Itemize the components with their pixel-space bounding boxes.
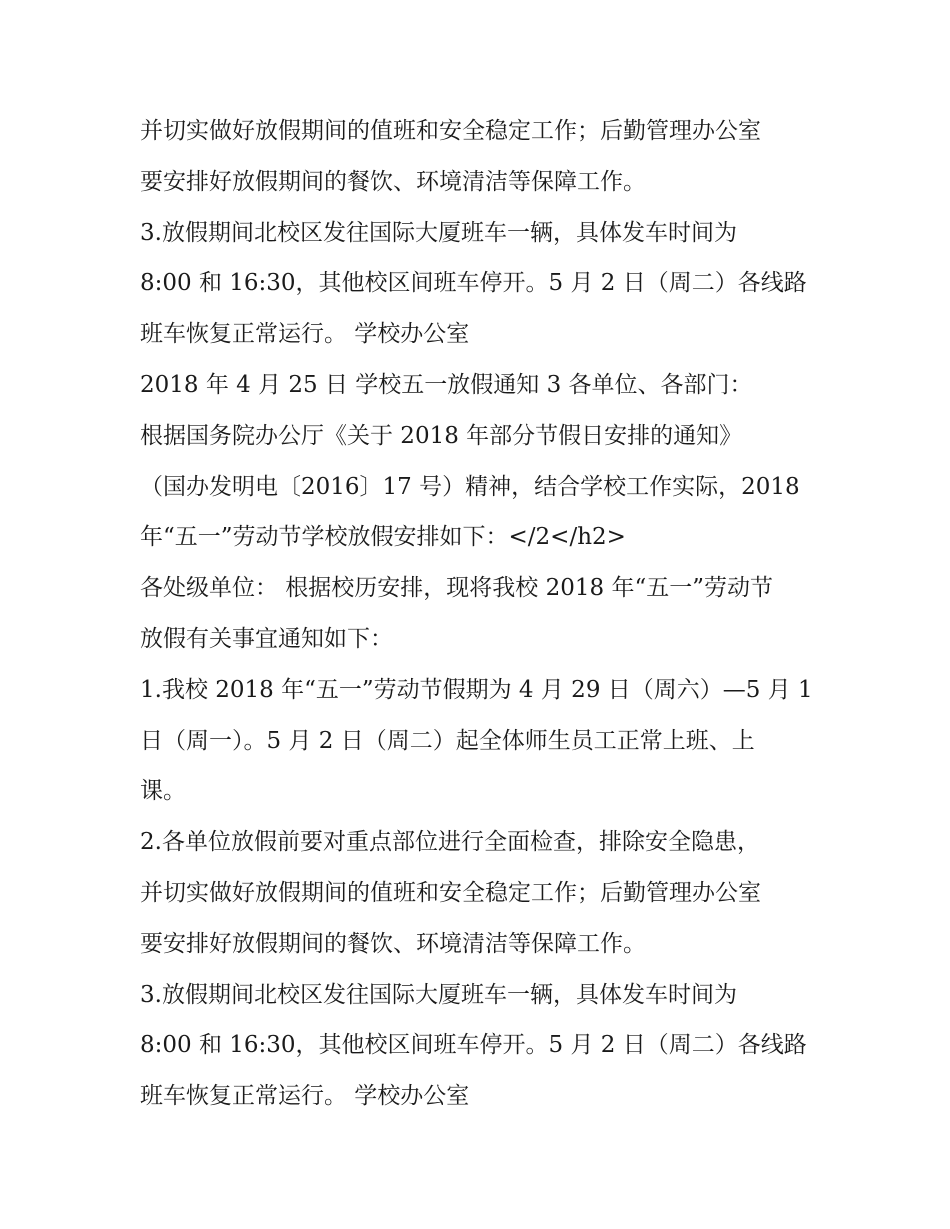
text-line: 2018 年 4 月 25 日 学校五一放假通知 3 各单位、各部门： [140,371,753,398]
text-line: 并切实做好放假期间的值班和安全稳定工作；后勤管理办公室 [140,879,761,906]
text-line: 班车恢复正常运行。 学校办公室 [140,321,470,348]
text-line: 8:00 和 16:30，其他校区间班车停开。5 月 2 日（周二）各线路 [140,270,807,297]
text-line: 2.各单位放假前要对重点部位进行全面检查，排除安全隐患， [140,829,760,856]
document-body [140,106,830,1122]
text-line: 各处级单位： 根据校历安排，现将我校 2018 年“五一”劳动节 [140,575,773,602]
text-line: 课。 [140,778,186,805]
text-line: 要安排好放假期间的餐饮、环境清洁等保障工作。 [140,168,646,195]
text-line: 要安排好放假期间的餐饮、环境清洁等保障工作。 [140,930,646,957]
text-line: 放假有关事宜通知如下： [140,625,393,652]
text-line: 日（周一）。5 月 2 日（周二）起全体师生员工正常上班、上 [140,727,755,754]
text-line: 并切实做好放假期间的值班和安全稳定工作；后勤管理办公室 [140,118,761,144]
text-line: 年“五一”劳动节学校放假安排如下：</2</h2> [140,524,626,551]
text-line: （国办发明电〔2016〕17 号）精神，结合学校工作实际，2018 [140,473,800,500]
text-line: 1.我校 2018 年“五一”劳动节假期为 4 月 29 日（周六）—5 月 1 [140,676,813,703]
text-line: 班车恢复正常运行。 学校办公室 [140,1083,470,1110]
text-line: 3.放假期间北校区发往国际大厦班车一辆，具体发车时间为 [140,981,737,1008]
text-line: 8:00 和 16:30，其他校区间班车停开。5 月 2 日（周二）各线路 [140,1032,807,1059]
text-line: 根据国务院办公厅《关于 2018 年部分节假日安排的通知》 [140,422,743,449]
text-line: 3.放假期间北校区发往国际大厦班车一辆，具体发车时间为 [140,219,737,246]
